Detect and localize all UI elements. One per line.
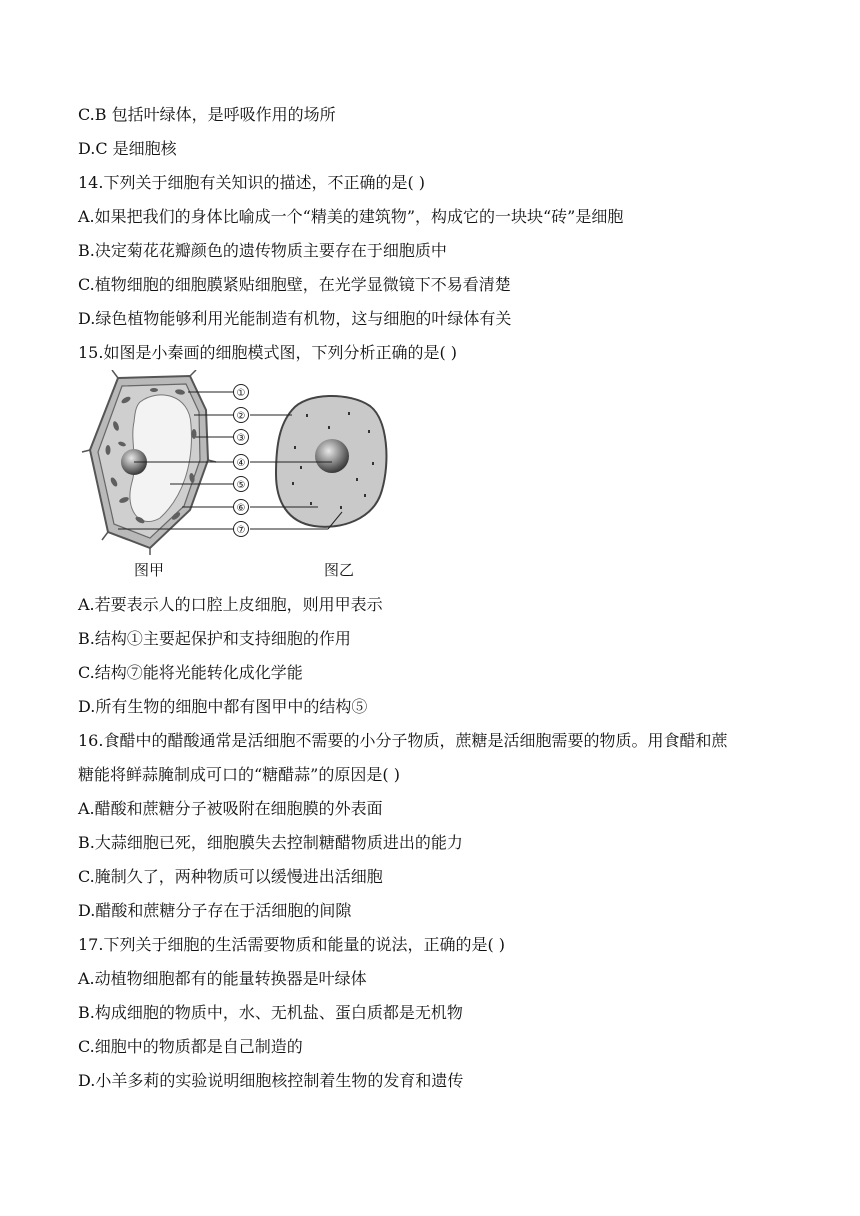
- q16-option-c: C.腌制久了，两种物质可以缓慢进出活细胞: [78, 867, 383, 886]
- q17-option-a: A.动植物细胞都有的能量转换器是叶绿体: [78, 969, 367, 988]
- label-4: ④: [236, 458, 246, 469]
- label-7: ⑦: [236, 525, 246, 536]
- q13-option-c: C.B 包括叶绿体，是呼吸作用的场所: [78, 105, 336, 124]
- label-1: ①: [236, 388, 246, 399]
- cell-diagram: [78, 370, 418, 585]
- q15-option-d: D.所有生物的细胞中都有图甲中的结构⑤: [78, 697, 368, 716]
- label-2: ②: [236, 411, 246, 422]
- q17-option-c: C.细胞中的物质都是自己制造的: [78, 1037, 303, 1056]
- q15-option-a: A.若要表示人的口腔上皮细胞，则用甲表示: [78, 595, 383, 614]
- q14-option-c: C.植物细胞的细胞膜紧贴细胞壁，在光学显微镜下不易看清楚: [78, 275, 511, 294]
- animal-nucleus: [315, 439, 349, 473]
- q15-option-c: C.结构⑦能将光能转化成化学能: [78, 663, 303, 682]
- label-5: ⑤: [236, 480, 246, 491]
- caption-figure-b: 图乙: [324, 561, 355, 579]
- label-3: ③: [236, 433, 246, 444]
- q14-option-b: B.决定菊花花瓣颜色的遗传物质主要存在于细胞质中: [78, 241, 447, 260]
- q17-stem: 17.下列关于细胞的生活需要物质和能量的说法，正确的是( ): [78, 935, 506, 954]
- label-6: ⑥: [236, 503, 246, 514]
- q16-stem-line2: 糖能将鲜蒜腌制成可口的“糖醋蒜”的原因是( ): [78, 765, 400, 784]
- q15-stem: 15.如图是小秦画的细胞模式图，下列分析正确的是( ): [78, 343, 458, 362]
- q14-stem: 14.下列关于细胞有关知识的描述，不正确的是( ): [78, 173, 426, 192]
- q16-stem-line1: 16.食醋中的醋酸通常是活细胞不需要的小分子物质，蔗糖是活细胞需要的物质。用食醋和蔗: [78, 731, 728, 750]
- q16-option-b: B.大蒜细胞已死，细胞膜失去控制糖醋物质进出的能力: [78, 833, 463, 852]
- q17-option-b: B.构成细胞的物质中，水、无机盐、蛋白质都是无机物: [78, 1003, 463, 1022]
- q15-option-b: B.结构①主要起保护和支持细胞的作用: [78, 629, 351, 648]
- q16-option-d: D.醋酸和蔗糖分子存在于活细胞的间隙: [78, 901, 352, 920]
- caption-figure-a: 图甲: [134, 561, 165, 579]
- q17-option-d: D.小羊多莉的实验说明细胞核控制着生物的发育和遗传: [78, 1071, 464, 1090]
- q13-option-d: D.C 是细胞核: [78, 139, 177, 158]
- q14-option-d: D.绿色植物能够利用光能制造有机物，这与细胞的叶绿体有关: [78, 309, 512, 328]
- q16-option-a: A.醋酸和蔗糖分子被吸附在细胞膜的外表面: [78, 799, 383, 818]
- cell-diagram-svg: [78, 370, 418, 555]
- q14-option-a: A.如果把我们的身体比喻成一个“精美的建筑物”，构成它的一块块“砖”是细胞: [78, 207, 624, 226]
